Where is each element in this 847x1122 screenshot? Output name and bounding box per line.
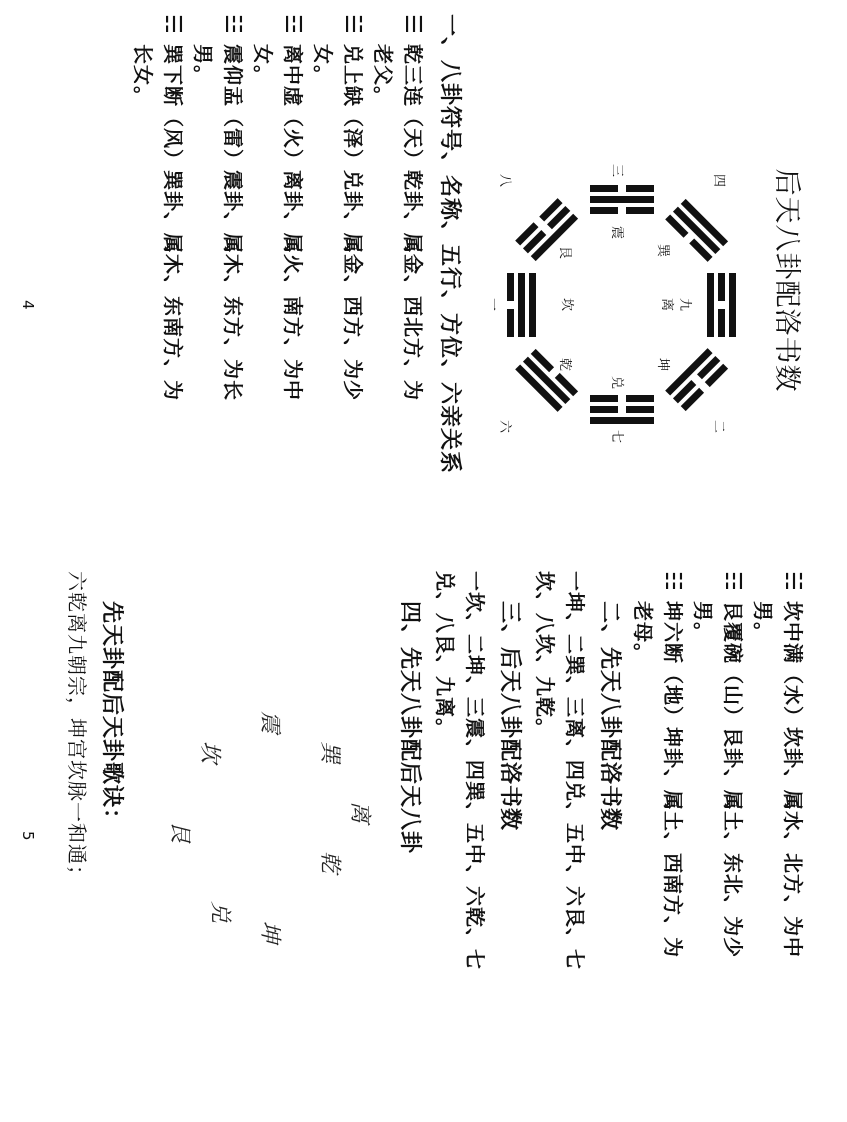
trigram-top [707, 273, 736, 337]
section-heading: 一、八卦符号、名称、五行、方位、六亲关系 [437, 14, 463, 475]
trigram-bottom [507, 273, 536, 337]
diagram-label: 巽 [655, 244, 670, 258]
handwritten-char: 乾 [317, 851, 342, 874]
page-number: 5 [19, 831, 37, 841]
section-heading: 三、后天八卦配洛书数 [497, 601, 523, 832]
trigram-right [590, 395, 654, 424]
trigram-entry-line: 男。 [691, 601, 715, 643]
body-line: 一坎、二坤、三震、四巽、五中、六乾、七 [463, 571, 487, 970]
song-heading: 先天卦配后天卦歌诀： [99, 601, 125, 832]
trigram-left [590, 185, 654, 214]
trigram-symbol: ☴ [160, 14, 185, 35]
diagram-label: 七 [609, 430, 624, 444]
trigram-entry-line: 老父。 [371, 44, 395, 107]
bagua-svg [492, 170, 752, 440]
handwritten-char: 坎 [197, 741, 222, 764]
trigram-entry-line: ☲离中虚（火）离卦、属火、南方、为中 [280, 14, 305, 401]
trigram-entry-line: 老母。 [631, 601, 655, 664]
trigram-entry-line: ☷坤六断（地）坤卦、属土、西南方、为 [660, 571, 685, 958]
body-line: 兑、八艮、九离。 [433, 571, 457, 739]
trigram-symbol: ☳ [220, 14, 245, 35]
trigram-top-right [665, 348, 728, 411]
trigram-entry-line: ☱兑上缺（泽）兑卦、属金、西方、为少 [340, 14, 365, 401]
trigram-entry-line: ☳震仰盂（雷）震卦、属木、东方、为长 [220, 14, 245, 401]
diagram-label: 艮 [557, 246, 572, 260]
trigram-symbol: ☵ [780, 571, 805, 592]
diagram-label: 一 [485, 298, 500, 312]
trigram-entry-line: 男。 [191, 44, 215, 86]
diagram-label: 震 [609, 226, 624, 240]
diagram-label: 三 [609, 164, 624, 178]
trigram-symbol: ☲ [280, 14, 305, 35]
diagram-label: 乾 [557, 358, 572, 372]
handwritten-diagram [157, 651, 387, 1031]
body-line: 一坤、二巽、三离、四兑、五中、六艮、七 [563, 571, 587, 970]
handwritten-char: 坤 [257, 921, 282, 944]
handwritten-char: 兑 [207, 901, 232, 924]
diagram-label: 坎 [559, 298, 574, 312]
trigram-entry-line: 长女。 [131, 44, 155, 107]
diagram-label: 二 [711, 420, 726, 434]
trigram-entry-line: 女。 [311, 44, 335, 86]
bagua-diagram [485, 164, 752, 444]
handwritten-char: 离 [347, 801, 372, 824]
handwritten-char: 震 [257, 711, 282, 734]
diagram-label: 八 [497, 174, 512, 188]
trigram-symbol: ☰ [400, 14, 425, 35]
right-page [0, 561, 847, 1122]
trigram-symbol: ☶ [720, 571, 745, 592]
trigram-entry-line: ☶艮覆碗（山）艮卦、属土、东北、为少 [720, 571, 745, 958]
diagram-label: 六 [497, 420, 512, 434]
trigram-entry-line: 男。 [751, 601, 775, 643]
trigram-symbol: ☷ [660, 571, 685, 592]
trigram-symbol: ☱ [340, 14, 365, 35]
trigram-entry-line: ☰乾三连（天）乾卦、属金、西北方、为 [400, 14, 425, 401]
diagram-label: 坤 [655, 358, 670, 372]
diagram-label: 兑 [609, 376, 624, 390]
song-line: 六乾离九朝宗，坤宫坎脉一和通； [65, 571, 89, 886]
section-heading: 四、先天八卦配后天八卦 [397, 601, 423, 855]
page-title: 后天八卦配洛书数 [771, 168, 802, 393]
handwritten-char: 艮 [167, 821, 192, 844]
trigram-entry-line: ☵坎中满（水）坎卦、属水、北方、为中 [780, 571, 805, 958]
handwritten-char: 巽 [317, 741, 342, 764]
page-number: 4 [19, 300, 37, 310]
section-heading: 二、先天八卦配洛书数 [597, 601, 623, 832]
trigram-entry-line: 女。 [251, 44, 275, 86]
trigram-top-left [665, 199, 728, 262]
diagram-label: 九 [677, 298, 692, 312]
diagram-label: 离 [659, 298, 674, 312]
body-line: 坎、八坎、九乾。 [533, 571, 557, 739]
diagram-label: 四 [711, 174, 726, 188]
trigram-entry-line: ☴巽下断（风）巽卦、属木、东南方、为 [160, 14, 185, 401]
